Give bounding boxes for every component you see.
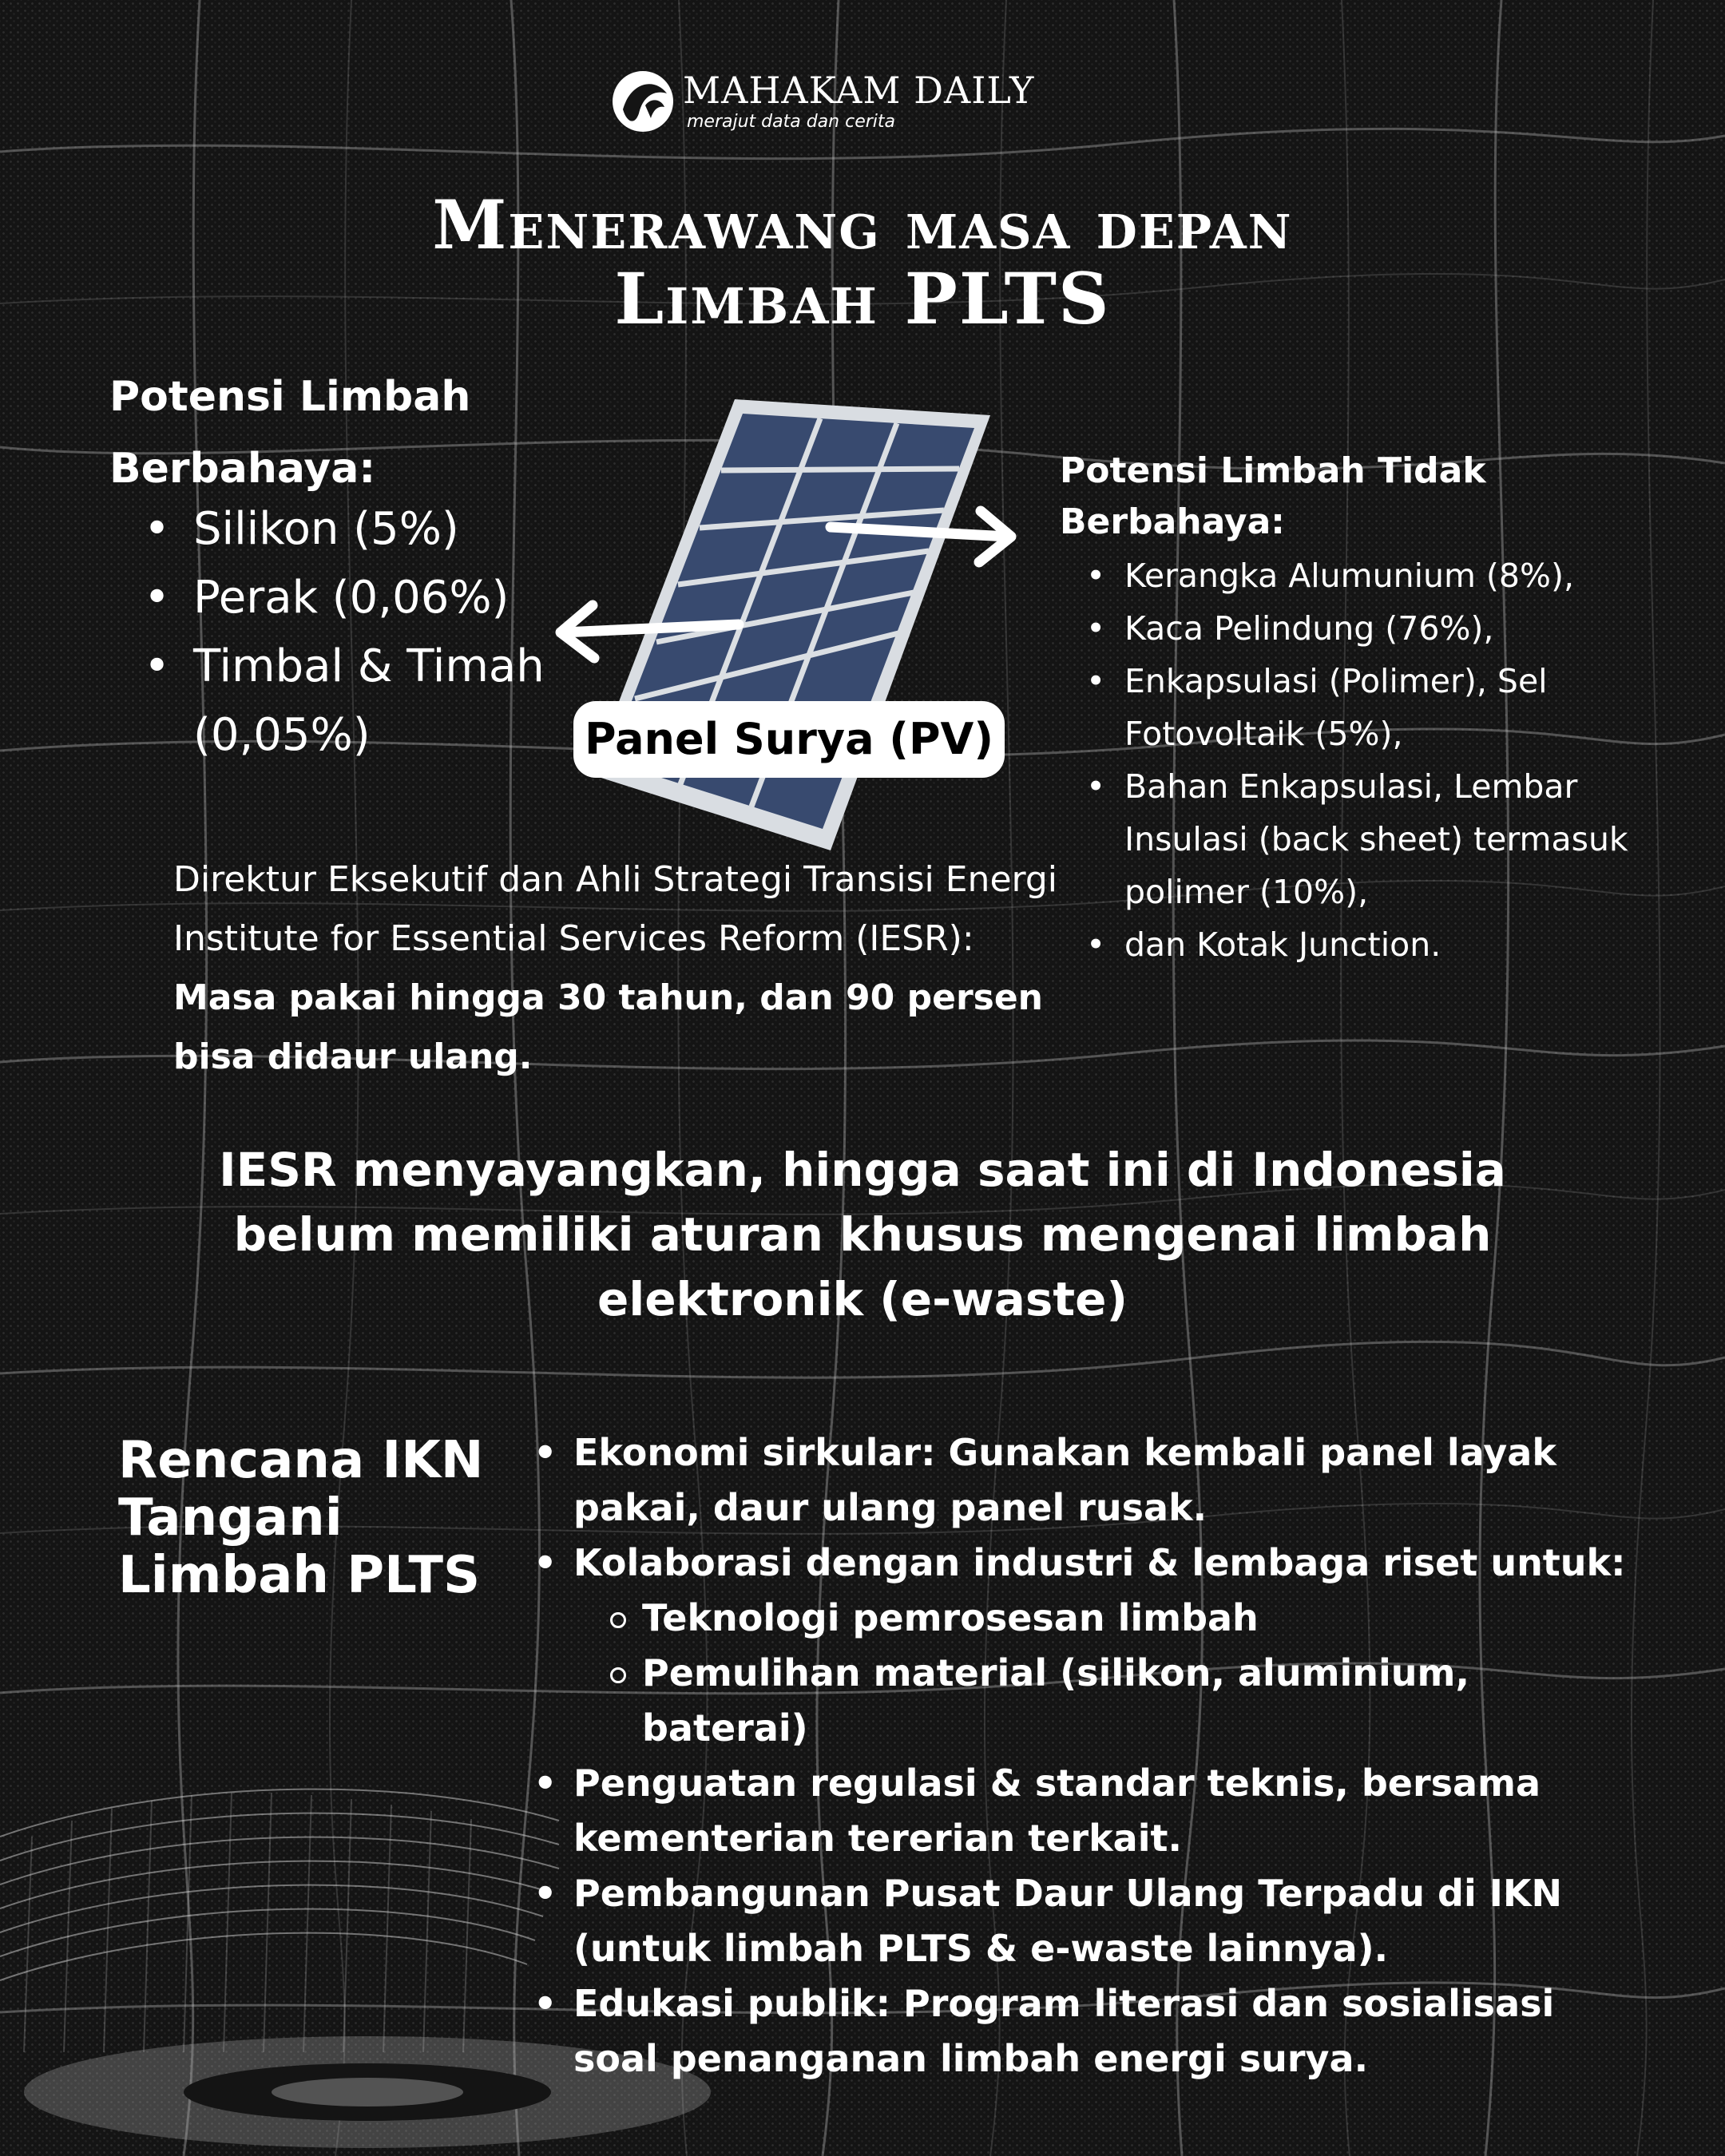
list-item: • Kaca Pelindung (76%), <box>1086 602 1637 655</box>
expert-description <box>173 850 1068 1087</box>
hazardous-heading-line2: Berbahaya: <box>109 445 376 493</box>
list-item: • Enkapsulasi (Polimer), Sel Fotovoltaik (5%), <box>1086 655 1637 760</box>
non-hazardous-heading-line2: Berbahaya: <box>1060 501 1285 542</box>
expert-intro: Direktur Eksekutif dan Ahli Strategi Transisi Energi Institute for Essential Services Reform (IESR): <box>173 859 1057 959</box>
expert-highlight: Masa pakai hingga 30 tahun, dan 90 persen bisa didaur ulang. <box>173 977 1043 1077</box>
non-hazardous-list <box>1086 549 1637 971</box>
list-item: • Ekonomi sirkular: Gunakan kembali panel layak pakai, daur ulang panel rusak. <box>533 1425 1636 1536</box>
list-item: • Bahan Enkapsulasi, Lembar Insulasi (back sheet) termasuk polimer (10%), <box>1086 760 1637 918</box>
ikn-heading-line2: Tangani <box>118 1488 343 1548</box>
logo <box>607 65 1054 141</box>
non-hazardous-heading <box>1060 446 1555 548</box>
sub-list-item: Pemulihan material (silikon, aluminium, baterai) <box>573 1646 1636 1756</box>
panel-label: Panel Surya (PV) <box>573 701 1005 778</box>
sub-list <box>573 1591 1636 1756</box>
list-item: • Kerangka Alumunium (8%), <box>1086 549 1637 602</box>
list-item: • Pembangunan Pusat Daur Ulang Terpadu di IKN (untuk limbah PLTS & e-waste lainnya). <box>533 1866 1636 1976</box>
list-item-text: Kolaborasi dengan industri & lembaga riset untuk: <box>573 1541 1626 1584</box>
list-item <box>533 1536 1636 1756</box>
arrow-left-icon <box>543 591 751 671</box>
list-item: • Timbal & Timah (0,05%) <box>144 632 559 770</box>
iesr-statement: IESR menyayangkan, hingga saat ini di Indonesia belum memiliki aturan khusus mengenai limbah elektronik (e-waste) <box>219 1143 1506 1326</box>
ikn-heading-line3: Limbah PLTS <box>118 1546 481 1605</box>
page-title-line1: Menerawang masa depan <box>432 185 1293 264</box>
list-item: • Edukasi publik: Program literasi dan sosialisasi soal penanganan limbah energi surya. <box>533 1976 1636 2087</box>
list-item: • Penguatan regulasi & standar teknis, bersama kementerian tererian terkait. <box>533 1756 1636 1866</box>
page-title-line2: Limbah PLTS <box>614 257 1111 340</box>
non-hazardous-heading-line1: Potensi Limbah Tidak <box>1060 450 1486 491</box>
sub-list-item: Teknologi pemrosesan limbah <box>573 1591 1636 1646</box>
ikn-heading <box>118 1432 549 1604</box>
ikn-plan-list <box>533 1425 1636 2087</box>
hazardous-heading <box>109 361 525 505</box>
hazardous-list <box>144 495 559 770</box>
list-item: • Silikon (5%) <box>144 495 559 564</box>
ikn-heading-line1: Rencana IKN <box>118 1431 484 1490</box>
list-item: • dan Kotak Junction. <box>1086 918 1637 971</box>
arrow-right-icon <box>823 503 1030 583</box>
hazardous-heading-line1: Potensi Limbah <box>109 373 471 421</box>
logo-tagline: merajut data dan cerita <box>687 112 895 132</box>
logo-name: MAHAKAM DAILY <box>683 69 1035 112</box>
list-item: • Perak (0,06%) <box>144 564 559 632</box>
logo-mark-icon <box>607 65 679 137</box>
